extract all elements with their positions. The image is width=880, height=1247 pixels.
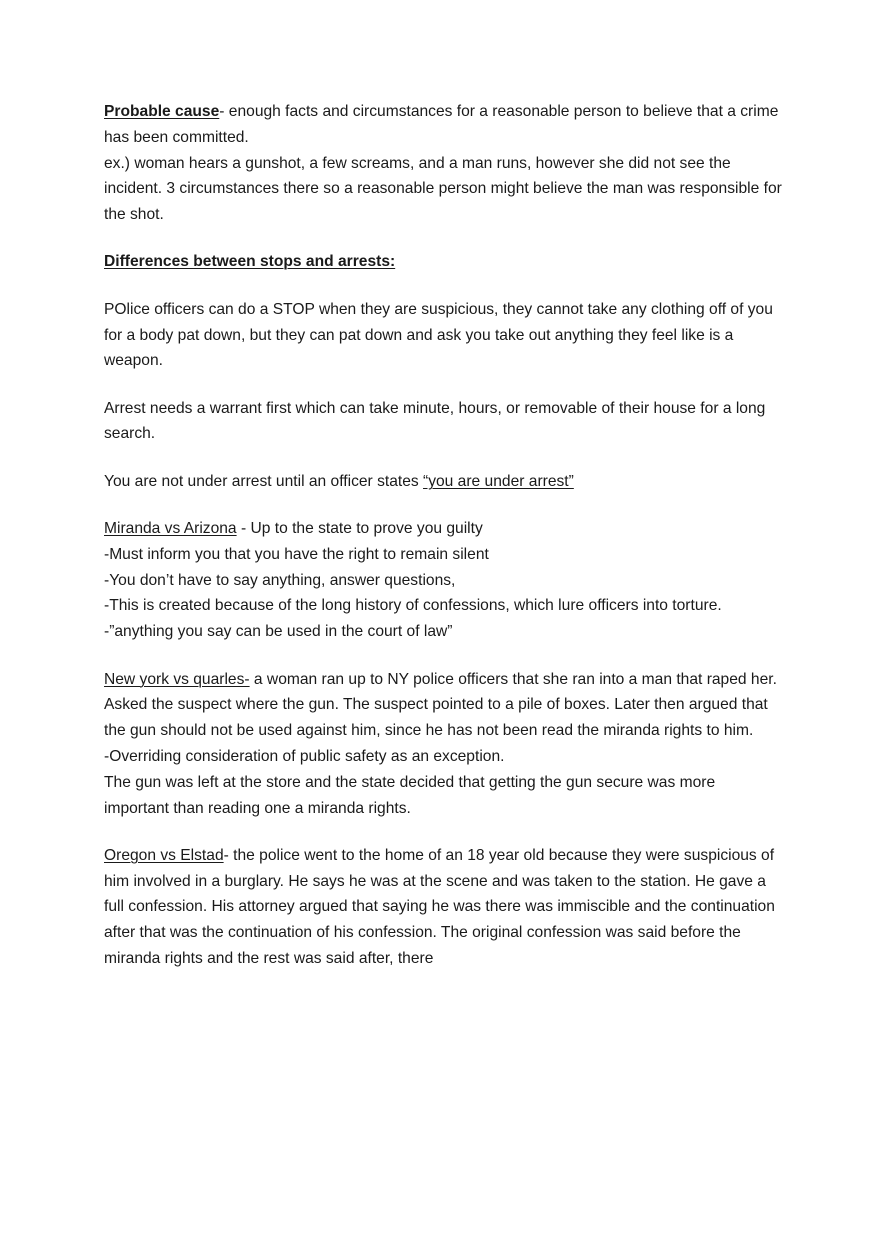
arrest-paragraph: Arrest needs a warrant first which can take minute, hours, or removable of their house for a long search. [104, 399, 766, 443]
under-arrest-quote: “you are under arrest” [423, 472, 574, 490]
under-arrest-text: You are not under arrest until an officer states [104, 472, 424, 490]
miranda-point: -”anything you say can be used in the court of law” [104, 623, 453, 641]
elstad-paragraph [104, 843, 784, 972]
elstad-case-name: Oregon vs Elstad [104, 846, 224, 864]
miranda-summary: - Up to the state to prove you guilty [236, 520, 483, 538]
probable-cause-term: Probable cause [104, 103, 220, 120]
quarles-text: a woman ran up to NY police officers that she ran into a man that raped her. Asked the suspect where the gun. The suspect pointed to a pile of boxes. Later then argued that the gun should not be used against him, since he has not been read the miranda rights to him. [104, 670, 777, 740]
probable-cause-paragraph [104, 99, 784, 228]
miranda-point: -You don’t have to say anything, answer questions, [104, 571, 456, 589]
quarles-section [104, 667, 784, 822]
stops-paragraph: POlice officers can do a STOP when they are suspicious, they cannot take any clothing off of you for a body pat down, but they can pat down and ask you take out anything they feel like is a weapon. [104, 300, 773, 370]
quarles-case-name: New york vs quarles- [104, 670, 250, 688]
miranda-heading-line [104, 516, 784, 542]
miranda-point: -Must inform you that you have the right to remain silent [104, 545, 489, 563]
miranda-case-name: Miranda vs Arizona [104, 520, 237, 538]
quarles-exception: -Overriding consideration of public safety as an exception. [104, 747, 505, 765]
elstad-text: - the police went to the home of an 18 year old because they were suspicious of him involved in a burglary. He says he was at the scene and was taken to the station. He gave a full confession. His attorney argued that saying he was there was immiscible and the continuation after that was the continuation of his confession. The original confession was said before the miranda rights and the rest was said after, there [104, 846, 775, 968]
probable-cause-definition: - enough facts and circumstances for a reasonable person to believe that a crime has been committed. [104, 103, 779, 146]
under-arrest-paragraph [104, 469, 784, 495]
differences-heading: Differences between stops and arrests: [104, 253, 396, 271]
miranda-section [104, 516, 784, 645]
quarles-conclusion: The gun was left at the store and the state decided that getting the gun secure was more important than reading one a miranda rights. [104, 773, 716, 817]
quarles-paragraph [104, 667, 784, 744]
miranda-point: -This is created because of the long history of confessions, which lure officers into torture. [104, 597, 722, 615]
probable-cause-example: ex.) woman hears a gunshot, a few screams, and a man runs, however she did not see the incident. 3 circumstances there so a reasonable person might believe the man was responsible for the shot. [104, 154, 782, 224]
